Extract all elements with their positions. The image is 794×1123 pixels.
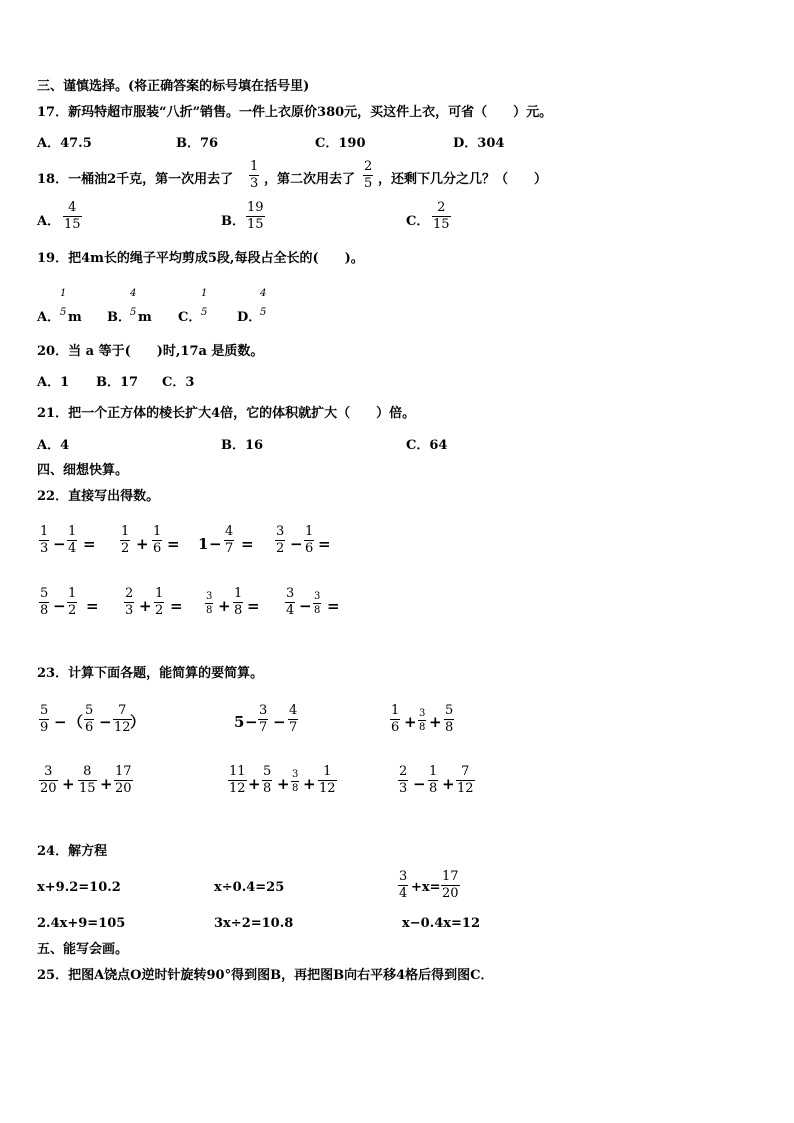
q19-option-d-fraction: 4 5 <box>260 288 267 318</box>
fraction: $\frac{3}{2}$ <box>276 524 285 556</box>
operator: + <box>442 775 455 793</box>
fraction: $\frac{3}{4}$ <box>399 869 408 901</box>
fraction: $\frac{2}{3}$ <box>125 586 134 618</box>
q17-option-b: B．76 <box>176 136 219 151</box>
q18-option-b-fraction: $\frac{19}{15}$ <box>247 200 264 232</box>
fraction: $\frac{3}{7}$ <box>259 703 268 735</box>
q21-option-a: A．4 <box>37 438 70 453</box>
fraction: $\frac{3}{20}$ <box>40 764 57 796</box>
q19-option-b-unit: m <box>138 310 152 325</box>
q19-option-a-unit: m <box>68 310 82 325</box>
fraction: $\frac{11}{12}$ <box>229 764 246 796</box>
whole-number: 5 <box>234 713 245 731</box>
q19-option-a-label: A． <box>37 310 61 325</box>
fraction: $\frac{3}{8}$ <box>292 769 299 794</box>
q19-option-b-label: B． <box>107 310 131 325</box>
operator: − <box>53 597 66 615</box>
operator: − <box>99 713 112 731</box>
fraction: $\frac{1}{6}$ <box>153 524 162 556</box>
q20-option-c: C．3 <box>162 375 195 390</box>
fraction: $\frac{5}{8}$ <box>40 586 49 618</box>
fraction: $\frac{1}{6}$ <box>391 703 400 735</box>
q21-text: 21．把一个正方体的棱长扩大4倍，它的体积就扩大（ ）倍。 <box>37 406 416 421</box>
equals: = <box>86 597 99 615</box>
fraction: $\frac{5}{8}$ <box>263 764 272 796</box>
fraction: $\frac{7}{12}$ <box>114 703 131 735</box>
q18-fraction-1: $\frac{1}{3}$ <box>250 159 259 191</box>
q24-equation-4: 2.4x+9=105 <box>37 916 126 931</box>
fraction: $\frac{4}{7}$ <box>289 703 298 735</box>
q21-option-b: B．16 <box>221 438 264 453</box>
operator: + <box>404 713 417 731</box>
equals: = <box>167 535 180 553</box>
operator: + <box>62 775 75 793</box>
q18-option-c-label: C． <box>406 214 430 229</box>
q17-option-d: D．304 <box>453 136 505 151</box>
q23-title: 23．计算下面各题，能简算的要简算。 <box>37 666 264 681</box>
section4-title: 四、细想快算。 <box>37 463 129 478</box>
q24-equation-2: x÷0.4=25 <box>214 880 285 895</box>
equals: = <box>83 535 96 553</box>
fraction: $\frac{1}{12}$ <box>319 764 336 796</box>
fraction: $\frac{17}{20}$ <box>442 869 459 901</box>
fraction: $\frac{1}{3}$ <box>40 524 49 556</box>
q19-option-b-fraction: 4 5 <box>130 288 137 318</box>
q21-option-c: C．64 <box>406 438 448 453</box>
operator: − <box>245 713 258 731</box>
operator: − <box>53 535 66 553</box>
left-paren: （ <box>68 713 84 731</box>
fraction: $\frac{3}{8}$ <box>419 708 426 733</box>
fraction: $\frac{3}{4}$ <box>286 586 295 618</box>
equation-middle: +x= <box>411 880 441 895</box>
fraction: $\frac{1}{4}$ <box>68 524 77 556</box>
q17-option-c: C．190 <box>315 136 366 151</box>
operator: + <box>248 775 261 793</box>
q18-option-a-fraction: $\frac{4}{15}$ <box>64 200 81 232</box>
operator: + <box>277 775 290 793</box>
q22-title: 22．直接写出得数。 <box>37 489 160 504</box>
q18-option-a-label: A． <box>37 214 61 229</box>
q18-option-b-label: B． <box>221 214 245 229</box>
q19-option-c-fraction: 1 5 <box>201 288 208 318</box>
operator: + <box>139 597 152 615</box>
operator: + <box>303 775 316 793</box>
right-paren: ） <box>130 713 146 731</box>
fraction: $\frac{5}{8}$ <box>445 703 454 735</box>
operator: + <box>100 775 113 793</box>
fraction: $\frac{1}{6}$ <box>305 524 314 556</box>
operator: + <box>429 713 442 731</box>
q24-title: 24．解方程 <box>37 844 108 859</box>
fraction: $\frac{7}{12}$ <box>457 764 474 796</box>
q25-text: 25．把图A饶点O逆时针旋转90°得到图B，再把图B向右平移4格后得到图C． <box>37 968 494 983</box>
whole-number: 1 <box>198 535 209 553</box>
fraction: $\frac{1}{2}$ <box>121 524 130 556</box>
operator: + <box>136 535 149 553</box>
q20-text: 20．当 a 等于( )时,17a 是质数。 <box>37 344 264 359</box>
equals: = <box>327 597 340 615</box>
fraction: $\frac{5}{6}$ <box>85 703 94 735</box>
section3-title: 三、谨慎选择。(将正确答案的标号填在括号里) <box>37 79 310 94</box>
fraction: $\frac{1}{8}$ <box>429 764 438 796</box>
q18-prefix: 18．一桶油2千克，第一次用去了 <box>37 172 234 187</box>
equals: = <box>318 535 331 553</box>
q17-option-a: A．47.5 <box>37 136 92 151</box>
q20-option-a: A．1 <box>37 375 70 390</box>
operator: − <box>209 535 222 553</box>
fraction: $\frac{3}{8}$ <box>314 591 321 616</box>
fraction: $\frac{1}{2}$ <box>68 586 77 618</box>
q19-option-d-label: D． <box>237 310 262 325</box>
fraction: $\frac{4}{7}$ <box>225 524 234 556</box>
q18-suffix: ，还剩下几分之几？（ ） <box>378 172 548 187</box>
q18-option-c-fraction: $\frac{2}{15}$ <box>433 200 450 232</box>
operator: + <box>218 597 231 615</box>
operator: − <box>290 535 303 553</box>
fraction: $\frac{5}{9}$ <box>40 703 49 735</box>
equals: = <box>170 597 183 615</box>
fraction: $\frac{1}{2}$ <box>155 586 164 618</box>
fraction: $\frac{3}{8}$ <box>206 591 213 616</box>
q18-fraction-2: $\frac{2}{5}$ <box>364 159 373 191</box>
q24-equation-6: x−0.4x=12 <box>402 916 480 931</box>
fraction: $\frac{17}{20}$ <box>115 764 132 796</box>
fraction: $\frac{1}{8}$ <box>234 586 243 618</box>
q19-option-a-fraction: 1 5 <box>60 288 67 318</box>
fraction: $\frac{8}{15}$ <box>79 764 96 796</box>
operator: − <box>299 597 312 615</box>
q19-option-c-label: C． <box>178 310 202 325</box>
q24-equation-1: x+9.2=10.2 <box>37 880 121 895</box>
q20-option-b: B．17 <box>96 375 139 390</box>
operator: − <box>413 775 426 793</box>
q24-equation-5: 3x÷2=10.8 <box>214 916 294 931</box>
operator: − <box>273 713 286 731</box>
q18-middle: ，第二次用去了 <box>264 172 356 187</box>
operator: − <box>54 713 67 731</box>
q17-text: 17．新玛特超市服装“八折”销售。一件上衣原价380元，买这件上衣，可省（ ）元。 <box>37 105 553 120</box>
q19-text: 19．把4m长的绳子平均剪成5段,每段占全长的( )。 <box>37 251 364 266</box>
equals: = <box>241 535 254 553</box>
section5-title: 五、能写会画。 <box>37 942 129 957</box>
equals: = <box>247 597 260 615</box>
fraction: $\frac{2}{3}$ <box>399 764 408 796</box>
